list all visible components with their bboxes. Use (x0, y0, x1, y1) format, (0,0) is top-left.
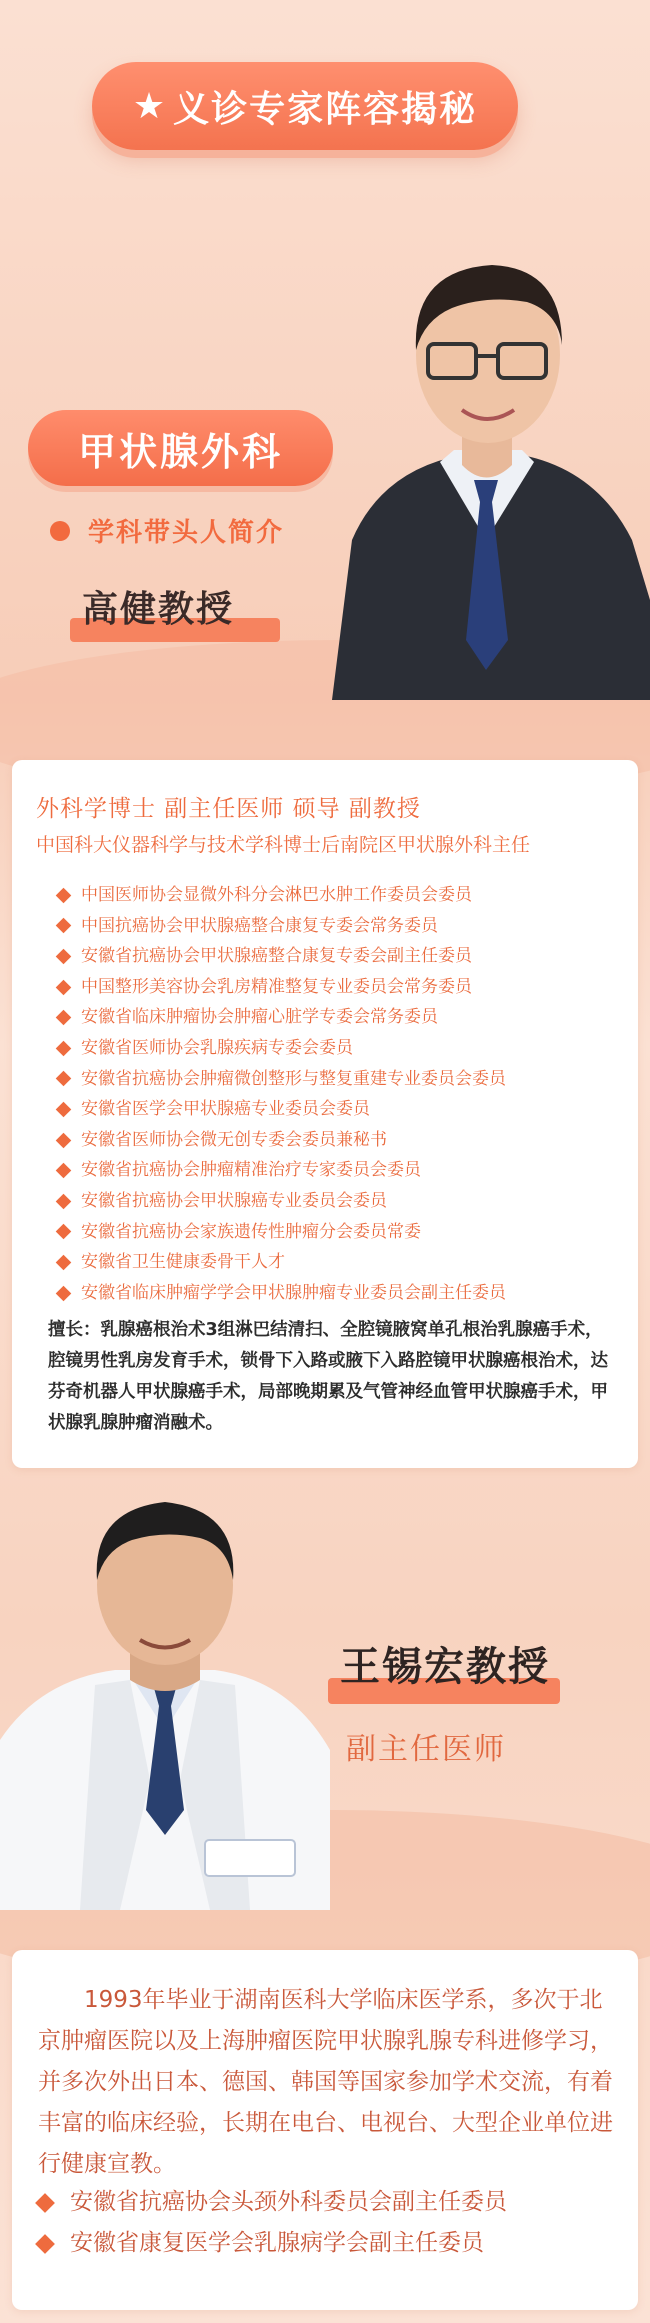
diamond-bullet-icon (56, 918, 72, 934)
list-item (56, 1064, 506, 1095)
list-item (56, 1033, 506, 1064)
department-badge: 甲状腺外科 (28, 410, 333, 486)
doctor1-roles-list (56, 880, 506, 1308)
list-item (56, 880, 506, 911)
doctor1-name-text: 高健教授 (82, 589, 235, 630)
diamond-bullet-icon (35, 2234, 55, 2254)
doctor2-title: 副主任医师 (346, 1732, 506, 1767)
diamond-bullet-icon (56, 1071, 72, 1087)
header-banner (92, 62, 518, 150)
role-text: 中国医师协会显微外科分会淋巴水肿工作委员会委员 (81, 885, 472, 905)
role-text: 安徽省医学会甲状腺癌专业委员会委员 (81, 1099, 370, 1120)
list-item (56, 1155, 506, 1186)
doctor1-title-line: 外科学博士 副主任医师 硕导 副教授 (36, 796, 421, 822)
list-item (56, 941, 506, 972)
list-item (56, 1002, 506, 1033)
list-item (56, 972, 506, 1003)
role-text: 安徽省抗癌协会家族遗传性肿瘤分会委员常委 (81, 1221, 421, 1242)
role-text: 安徽省康复医学会乳腺病学会副主任委员 (70, 2230, 484, 2256)
diamond-bullet-icon (56, 1010, 72, 1026)
diamond-bullet-icon (56, 949, 72, 965)
diamond-bullet-icon (56, 1102, 72, 1118)
doctor-portrait-1 (322, 240, 650, 700)
list-item (56, 1247, 506, 1278)
doctor2-profile-card (12, 1950, 638, 2310)
diamond-bullet-icon (56, 888, 72, 904)
list-item (56, 1217, 506, 1248)
role-text: 安徽省抗癌协会肿瘤精准治疗专家委员会委员 (81, 1160, 421, 1181)
list-item (56, 1094, 506, 1125)
diamond-bullet-icon (56, 979, 72, 995)
list-item (56, 1278, 506, 1309)
diamond-bullet-icon (56, 1224, 72, 1240)
list-item (36, 2182, 507, 2223)
role-text: 安徽省抗癌协会甲状腺癌专业委员会委员 (81, 1190, 387, 1211)
role-text: 安徽省医师协会乳腺疾病专委会委员 (81, 1037, 353, 1058)
role-text: 安徽省抗癌协会甲状腺癌整合康复专委会副主任委员 (81, 946, 472, 967)
role-text: 中国抗癌协会甲状腺癌整合康复专委会常务委员 (81, 915, 438, 936)
role-text: 安徽省卫生健康委骨干人才 (81, 1252, 285, 1273)
role-text: 安徽省抗癌协会肿瘤微创整形与整复重建专业委员会委员 (81, 1068, 506, 1089)
lead-intro-label (50, 512, 284, 549)
role-text: 安徽省临床肿瘤协会肿瘤心脏学专委会常务委员 (81, 1007, 438, 1028)
lead-intro-text: 学科带头人简介 (88, 518, 285, 548)
star-icon: ★ (132, 85, 168, 127)
diamond-bullet-icon (56, 1040, 72, 1056)
doctor1-subtitle: 中国科大仪器科学与技术学科博士后南院区甲状腺外科主任 (36, 834, 531, 856)
doctor-portrait-2 (0, 1480, 330, 1910)
bullet-dot-icon (50, 521, 70, 541)
banner-title: 义诊专家阵容揭秘 (173, 88, 478, 130)
diamond-bullet-icon (56, 1285, 72, 1301)
diamond-bullet-icon (56, 1132, 72, 1148)
doctor2-name-text: 王锡宏教授 (340, 1644, 550, 1690)
diamond-bullet-icon (56, 1255, 72, 1271)
doctor1-profile-card (12, 760, 638, 1468)
diamond-bullet-icon (56, 1163, 72, 1179)
diamond-bullet-icon (56, 1193, 72, 1209)
doctor2-bio: 1993年毕业于湖南医科大学临床医学系，多次于北京肿瘤医院以及上海肿瘤医院甲状腺乳腺专科进修学习，并多次外出日本、德国、韩国等国家参加学术交流，有着丰富的临床经验，长期在电台、电视台、大型企业单位进行健康宣教。 (38, 1987, 613, 2177)
doctor1-expertise: 擅长：乳腺癌根治术3组淋巴结清扫、全腔镜腋窝单孔根治乳腺癌手术，腔镜男性乳房发育手术，锁骨下入路或腋下入路腔镜甲状腺癌根治术，达芬奇机器人甲状腺癌手术，局部晚期累及气管神经血管甲状腺癌手术，甲状腺乳腺肿瘤消融术。 (48, 1320, 608, 1433)
diamond-bullet-icon (35, 2193, 55, 2213)
list-item (56, 1186, 506, 1217)
doctor1-name (70, 580, 280, 648)
role-text: 中国整形美容协会乳房精准整复专业委员会常务委员 (81, 976, 472, 997)
role-text: 安徽省抗癌协会头颈外科委员会副主任委员 (70, 2189, 507, 2215)
doctor2-name (328, 1632, 558, 1712)
list-item (56, 1125, 506, 1156)
doctor2-roles-list (36, 2182, 507, 2264)
role-text: 安徽省医师协会微无创专委会委员兼秘书 (81, 1129, 387, 1150)
list-item (36, 2223, 507, 2264)
role-text: 安徽省临床肿瘤学学会甲状腺肿瘤专业委员会副主任委员 (81, 1282, 506, 1303)
list-item (56, 911, 506, 942)
